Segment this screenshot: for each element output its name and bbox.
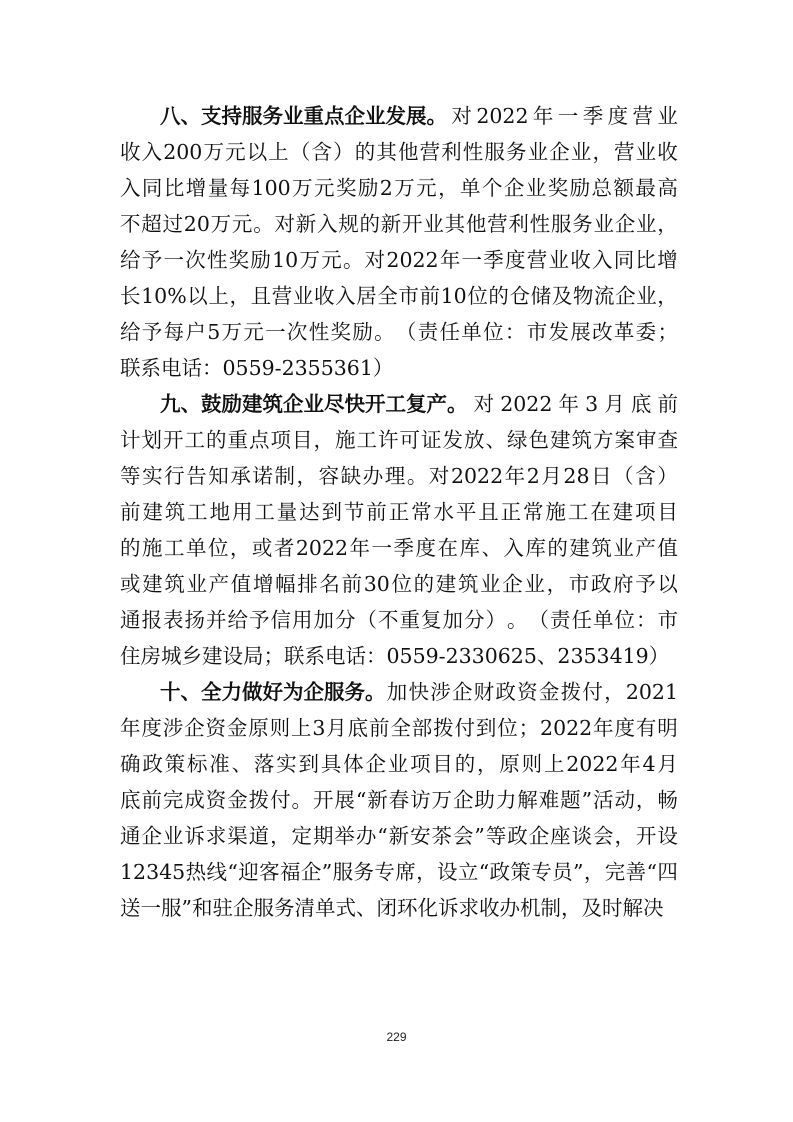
text-line: 给 予 一 次 性 奖 励 10 万 元 。 对 2022 年 一 季 度 营 业 收 入 同 比 增 xyxy=(120,248,678,272)
text-line: 联 系 电 话 ： 0559-2355361 ） xyxy=(120,356,394,380)
text-line: 等 实 行 告 知 承 诺 制 ， 容 缺 办 理 。 对 2022 年 2 月 28 日 （ 含 ） xyxy=(120,464,678,488)
text-line: 九、鼓励建筑企业尽快开工复产。 对 2022 年 3 月 底 前 xyxy=(160,386,678,422)
text-line: 不 超 过 20 万 元 。 对 新 入 规 的 新 开 业 其 他 营 利 性 服 务 业 企 业 ， xyxy=(120,212,678,236)
text-line: 的 施 工 单 位 ， 或 者 2022 年 一 季 度 在 库 、 入 库 的 建 筑 业 产 值 xyxy=(120,536,678,560)
paragraph-heading: 十、全力做好为企服务。 xyxy=(160,680,386,704)
text-line: 八、支持服务业重点企业发展。 对 2022 年 一 季 度 营 业 xyxy=(160,98,678,134)
page-number: 229 xyxy=(386,1030,407,1044)
text-line: 住 房 城 乡 建 设 局 ； 联 系 电 话 ： 0559-2330625 、 2353419 ） xyxy=(120,644,670,668)
text-line: 确 政 策 标 准 、 落 实 到 具 体 企 业 项 目 的 ， 原 则 上 2022 年 4 月 xyxy=(120,752,678,776)
text-line: 入 同 比 增 量 每 100 万 元 奖 励 2 万 元 ， 单 个 企 业 奖 励 总 额 最 高 xyxy=(120,176,678,200)
text-line: 12345 热 线 “ 迎 客 福 企 ” 服 务 专 席 ， 设 立 “ 政 策 专 员 ” ， 完 善 “ 四 xyxy=(120,860,678,884)
text-line: 底 前 完 成 资 金 拨 付 。 开 展 “ 新 春 访 万 企 助 力 解 难 题 ” 活 动 ， 畅 xyxy=(120,788,678,812)
text-line: 送 一 服 ” 和 驻 企 服 务 清 单 式 、 闭 环 化 诉 求 收 办 机 制 ， 及 时 解 决 xyxy=(120,896,664,920)
text-line: 年 度 涉 企 资 金 原 则 上 3 月 底 前 全 部 拨 付 到 位 ； 2022 年 度 有 明 xyxy=(120,716,678,740)
text-line: 通 报 表 扬 并 给 予 信 用 加 分 （ 不 重 复 加 分 ） 。 （ 责 任 单 位 ： 市 xyxy=(120,608,678,632)
paragraph-heading: 八、支持服务业重点企业发展。 xyxy=(160,104,447,128)
text-line: 长 10% 以 上 ， 且 营 业 收 入 居 全 市 前 10 位 的 仓 储 及 物 流 企 业 ， xyxy=(120,284,678,308)
text-line: 收 入 200 万 元 以 上 （ 含 ） 的 其 他 营 利 性 服 务 业 企 业 ， 营 业 收 xyxy=(120,140,678,164)
paragraph-heading: 九、鼓励建筑企业尽快开工复产。 xyxy=(160,392,468,416)
text-line: 十、全力做好为企服务。 加 快 涉 企 财 政 资 金 拨 付 ， 2021 xyxy=(160,674,678,710)
text-line: 或 建 筑 业 产 值 增 幅 排 名 前 30 位 的 建 筑 业 企 业 ， 市 政 府 予 以 xyxy=(120,572,678,596)
text-line: 通 企 业 诉 求 渠 道 ， 定 期 举 办 “ 新 安 茶 会 ” 等 政 企 座 谈 会 ， 开 设 xyxy=(120,824,678,848)
text-line: 给 予 每 户 5 万 元 一 次 性 奖 励 。 （ 责 任 单 位 ： 市 发 展 改 革 委 ； xyxy=(120,320,678,344)
text-line: 前 建 筑 工 地 用 工 量 达 到 节 前 正 常 水 平 且 正 常 施 工 在 建 项 目 xyxy=(120,500,678,524)
text-line: 计 划 开 工 的 重 点 项 目 ， 施 工 许 可 证 发 放 、 绿 色 建 筑 方 案 审 查 xyxy=(120,428,678,452)
